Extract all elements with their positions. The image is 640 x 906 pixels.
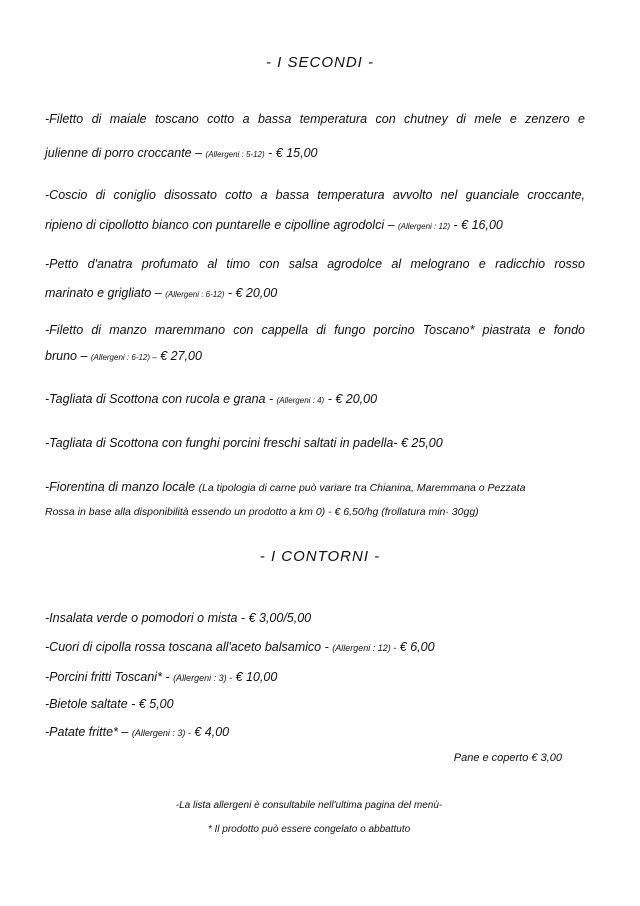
menu-item-line: Rossa in base alla disponibilità essendo un prodotto a km 0) - € 6,50/hg (frollatura min· 30gg) bbox=[45, 506, 479, 518]
side-item bbox=[45, 696, 174, 712]
price: € 6,00 bbox=[399, 640, 435, 654]
dish-text: ripieno di cipollotto bianco con puntarelle e cipolline agrodolci – bbox=[45, 218, 395, 232]
menu-item-line: -Filetto di manzo maremmano con cappella di fungo porcino Toscano* piastrata e fondo bbox=[45, 323, 585, 337]
price: € 3,00/5,00 bbox=[248, 611, 312, 625]
side-item bbox=[45, 724, 229, 741]
price: € 4,00 bbox=[194, 725, 230, 739]
section-title-contorni: - I CONTORNI - bbox=[259, 548, 381, 565]
dish-text: -Tagliata di Scottona con rucola e grana - bbox=[45, 392, 274, 406]
dish-text: julienne di porro croccante – bbox=[45, 146, 203, 160]
price: - € 20,00 bbox=[227, 286, 278, 300]
price: - € 20,00 bbox=[327, 392, 378, 406]
dish-text: -Patate fritte* – bbox=[45, 725, 129, 739]
menu-item-line bbox=[45, 285, 277, 303]
allergens: (Allergeni : 12) bbox=[398, 222, 451, 231]
menu-item-line bbox=[45, 479, 525, 496]
allergens: (Allergeni : 6-12) bbox=[165, 290, 225, 299]
dish-text: -Tagliata di Scottona con funghi porcini freschi saltati in padella bbox=[45, 436, 394, 450]
price: - € 15,00 bbox=[268, 146, 318, 160]
cover-charge: Pane e coperto € 3,00 bbox=[453, 752, 562, 764]
side-item bbox=[45, 610, 311, 626]
price: € 5,00 bbox=[138, 697, 174, 711]
dish-text: -Insalata verde o pomodori o mista - bbox=[45, 611, 246, 625]
dish-text: marinato e grigliato – bbox=[45, 286, 162, 300]
dish-text: -Fiorentina di manzo locale bbox=[45, 480, 196, 494]
dish-text: -Porcini fritti Toscani* - bbox=[45, 670, 170, 684]
allergen-note: -La lista allergeni è consultabile nell'ultima pagina del menù- bbox=[175, 800, 443, 811]
price: € 27,00 bbox=[160, 349, 202, 363]
allergens: (Allergeni : 12) - bbox=[332, 643, 397, 653]
price: € 10,00 bbox=[235, 670, 278, 684]
frozen-note: * Il prodotto può essere congelato o abbattuto bbox=[207, 824, 411, 835]
allergens: (Allergeni : 5-12) bbox=[205, 150, 265, 159]
dish-text: bruno – bbox=[45, 349, 88, 363]
menu-item-line bbox=[45, 145, 318, 163]
menu-item-line bbox=[45, 217, 503, 235]
dish-text: -Cuori di cipolla rossa toscana all'aceto balsamico - bbox=[45, 640, 329, 654]
side-item bbox=[45, 669, 277, 686]
price: - € 25,00 bbox=[393, 436, 443, 450]
allergens: (Allergeni : 3) - bbox=[173, 673, 233, 683]
dish-text: -Bietole saltate - bbox=[45, 697, 136, 711]
menu-item-line: -Filetto di maiale toscano cotto a bassa temperatura con chutney di mele e zenzero e bbox=[45, 112, 585, 126]
menu-item-line bbox=[45, 348, 202, 366]
menu-item-line bbox=[45, 435, 443, 451]
price: - € 16,00 bbox=[453, 218, 503, 232]
allergens: (Allergeni : 3) - bbox=[131, 728, 191, 738]
section-title-secondi: - I SECONDI - bbox=[265, 54, 374, 71]
allergens: (Allergeni : 6-12) – bbox=[90, 353, 157, 362]
menu-item-line bbox=[45, 391, 377, 409]
side-item bbox=[45, 639, 435, 656]
menu-item-line: -Petto d'anatra profumato al timo con salsa agrodolce al melograno e radicchio rosso bbox=[45, 257, 585, 271]
allergens: (Allergeni : 4) bbox=[276, 396, 325, 405]
menu-item-line: -Coscio di coniglio disossato cotto a bassa temperatura avvolto nel guanciale croccante, bbox=[45, 188, 585, 202]
dish-note: (La tipologia di carne può variare tra Chianina, Maremmana o Pezzata bbox=[198, 482, 526, 494]
